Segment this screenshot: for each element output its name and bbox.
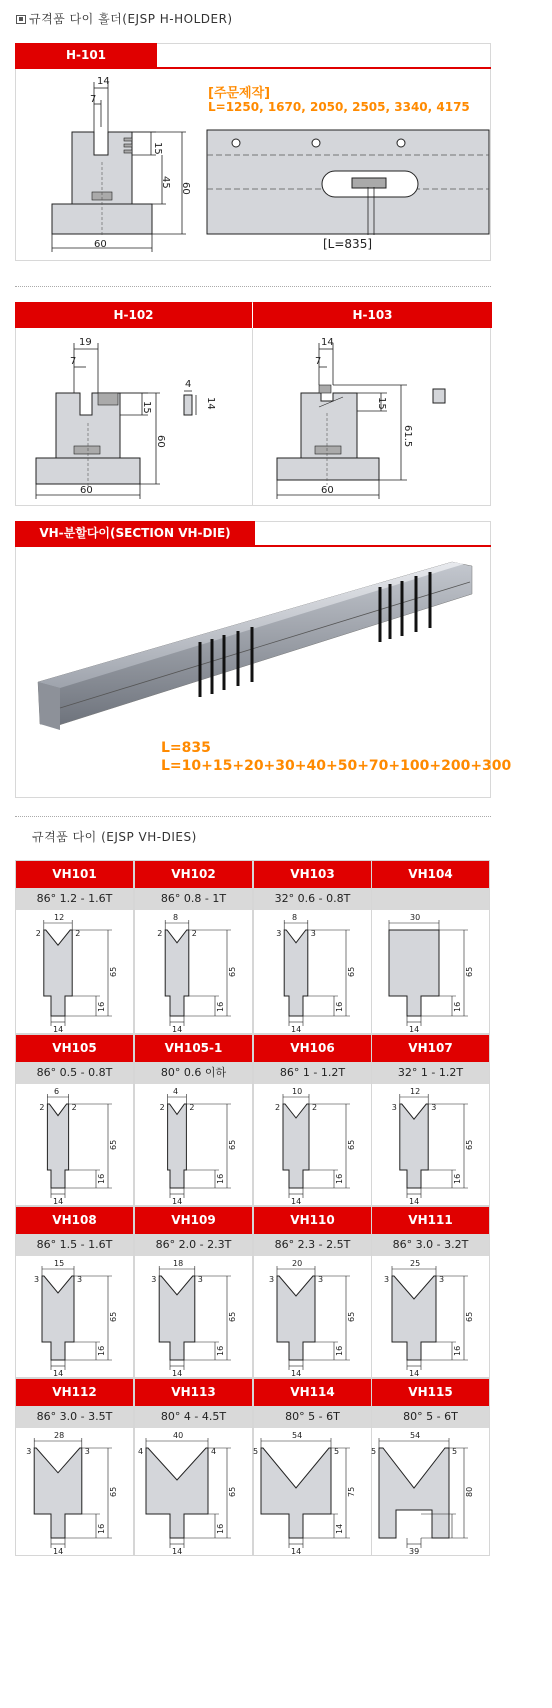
die-height: 65: [465, 966, 474, 977]
die-name: VH113: [135, 1379, 252, 1406]
die-base-height: 16: [97, 1001, 106, 1012]
vh-length-std: L=835: [161, 740, 211, 756]
die-height: 65: [228, 1139, 237, 1150]
die-top-width: 20: [292, 1259, 303, 1268]
die-profile: [277, 1276, 315, 1360]
die-card[interactable]: [134, 1378, 253, 1556]
dim-14: 14: [97, 76, 110, 87]
die-drawing: [135, 910, 252, 1033]
die-side-left: 3: [34, 1275, 40, 1284]
die-base-width: 39: [409, 1547, 420, 1556]
die-side-left: 2: [275, 1103, 281, 1112]
h103-dim-615: 61.5: [402, 425, 413, 448]
die-drawing: [372, 1256, 489, 1377]
die-base-height: 16: [216, 1001, 225, 1012]
die-height: 75: [347, 1486, 356, 1497]
die-spec: 86° 3.0 - 3.5T: [16, 1406, 133, 1428]
die-top-width: 4: [173, 1087, 179, 1096]
die-spec: 86° 1 - 1.2T: [254, 1062, 371, 1084]
die-base-height: 14: [335, 1523, 344, 1534]
die-drawing: [372, 910, 489, 1033]
die-spec: 32° 0.6 - 0.8T: [254, 888, 371, 910]
die-profile: [159, 1276, 195, 1360]
h102-key-h: 14: [205, 397, 216, 410]
die-side-right: 5: [334, 1447, 340, 1456]
h102-dim-60: 60: [155, 435, 166, 448]
die-spec: 80° 5 - 6T: [372, 1406, 489, 1428]
die-spec: 86° 0.5 - 0.8T: [16, 1062, 133, 1084]
h103-dim-7: 7: [315, 356, 322, 367]
die-height: 65: [228, 966, 237, 977]
die-side-right: 5: [452, 1447, 458, 1456]
die-card[interactable]: [371, 1034, 490, 1206]
h101-panel: [15, 43, 491, 261]
die-base-height: 16: [335, 1173, 344, 1184]
die-spec: 86° 1.5 - 1.6T: [16, 1234, 133, 1256]
die-top-width: 28: [54, 1431, 65, 1440]
die-drawing: [135, 1256, 252, 1377]
die-side-left: 3: [269, 1275, 275, 1284]
die-side-right: 3: [318, 1275, 324, 1284]
die-top-width: 12: [410, 1087, 421, 1096]
die-name: VH103: [254, 861, 371, 888]
die-base-width: 14: [53, 1197, 64, 1206]
die-base-width: 14: [409, 1369, 420, 1378]
die-top-width: 54: [410, 1431, 421, 1440]
h103-dim-base: 60: [321, 485, 334, 496]
die-height: 65: [109, 1486, 118, 1497]
die-card[interactable]: [134, 1206, 253, 1378]
die-base-height: 16: [216, 1523, 225, 1534]
die-side-left: 3: [151, 1275, 157, 1284]
die-side-left: 3: [276, 929, 282, 938]
die-base-width: 14: [291, 1547, 302, 1556]
holder-section-title: 규격품 다이 홀더(EJSP H-HOLDER): [16, 10, 233, 27]
die-drawing: [135, 1084, 252, 1205]
die-side-left: 2: [157, 929, 163, 938]
die-card[interactable]: [253, 1206, 372, 1378]
die-side-right: 2: [191, 929, 197, 938]
die-base-height: 16: [97, 1173, 106, 1184]
die-base-height: 16: [335, 1345, 344, 1356]
die-side-left: 3: [26, 1447, 32, 1456]
order-title: [주문제작]: [208, 86, 271, 101]
die-name: VH107: [372, 1035, 489, 1062]
die-base-height: 16: [453, 1173, 462, 1184]
die-side-left: 2: [39, 1103, 45, 1112]
vh-panel: [15, 521, 512, 798]
vh-length-parts: L=10+15+20+30+40+50+70+100+200+300: [161, 758, 512, 774]
die-profile: [42, 1276, 74, 1360]
die-side-right: 2: [189, 1103, 195, 1112]
die-card[interactable]: [134, 1034, 253, 1206]
die-height: 80: [465, 1486, 474, 1497]
die-card[interactable]: [15, 860, 134, 1034]
die-base-width: 14: [53, 1369, 64, 1378]
die-profile: [389, 930, 439, 1016]
h101-section-drawing: [36, 72, 206, 258]
die-height: 65: [109, 966, 118, 977]
die-base-width: 14: [172, 1025, 183, 1034]
die-profile: [284, 930, 308, 1016]
die-side-right: 3: [431, 1103, 437, 1112]
die-card[interactable]: [253, 1034, 372, 1206]
die-name: VH112: [16, 1379, 133, 1406]
dim-15: 15: [152, 142, 163, 155]
die-height: 65: [109, 1311, 118, 1322]
die-side-right: 2: [75, 929, 81, 938]
die-drawing: [254, 1256, 371, 1377]
die-spec: [372, 888, 489, 910]
die-height: 65: [465, 1139, 474, 1150]
die-height: 65: [465, 1311, 474, 1322]
h103-drawing: [261, 333, 487, 503]
die-spec: 86° 1.2 - 1.6T: [16, 888, 133, 910]
h102-h103-panel: [15, 302, 491, 506]
h102-key-w: 4: [185, 379, 192, 390]
h101-tab-underline: [15, 67, 491, 69]
h103-tab[interactable]: H-103: [253, 302, 492, 328]
die-spec: 86° 3.0 - 3.2T: [372, 1234, 489, 1256]
die-top-width: 10: [292, 1087, 303, 1096]
h103-dim-15: 15: [376, 397, 387, 410]
dim-7: 7: [90, 94, 97, 105]
die-side-right: 3: [84, 1447, 90, 1456]
die-side-right: 4: [211, 1447, 217, 1456]
dies-section-title: 규격품 다이 (EJSP VH-DIES): [32, 830, 197, 844]
die-side-left: 2: [35, 929, 41, 938]
die-spec: 80° 5 - 6T: [254, 1406, 371, 1428]
die-base-width: 14: [172, 1547, 183, 1556]
h101-tab[interactable]: H-101: [15, 43, 157, 67]
die-drawing: [254, 1084, 371, 1205]
die-profile: [392, 1276, 436, 1360]
die-name: VH102: [135, 861, 252, 888]
die-top-width: 54: [292, 1431, 303, 1440]
h103-dim-14: 14: [321, 337, 334, 348]
die-profile: [47, 1104, 68, 1188]
die-name: VH106: [254, 1035, 371, 1062]
die-name: VH108: [16, 1207, 133, 1234]
die-profile: [165, 930, 189, 1016]
die-base-width: 14: [53, 1025, 64, 1034]
die-name: VH101: [16, 861, 133, 888]
die-spec: 86° 2.3 - 2.5T: [254, 1234, 371, 1256]
die-height: 65: [347, 1139, 356, 1150]
die-side-right: 3: [197, 1275, 203, 1284]
die-top-width: 8: [292, 913, 298, 922]
die-name: VH111: [372, 1207, 489, 1234]
die-base-width: 14: [409, 1025, 420, 1034]
die-top-width: 12: [54, 913, 65, 922]
die-card[interactable]: [15, 1034, 134, 1206]
die-height: 65: [347, 1311, 356, 1322]
die-base-height: 16: [335, 1001, 344, 1012]
die-side-right: 3: [77, 1275, 83, 1284]
die-base-width: 14: [291, 1197, 302, 1206]
die-name: VH110: [254, 1207, 371, 1234]
die-base-height: 16: [453, 1345, 462, 1356]
divider-1: [15, 286, 491, 287]
die-height: 65: [228, 1486, 237, 1497]
h102-dim-7: 7: [70, 356, 77, 367]
vh-tab[interactable]: VH-분할다이(SECTION VH-DIE): [15, 521, 255, 545]
die-card[interactable]: [371, 1378, 490, 1556]
die-side-right: 2: [312, 1103, 318, 1112]
die-profile: [400, 1104, 428, 1188]
h102-tab[interactable]: H-102: [15, 302, 252, 328]
die-side-right: 3: [439, 1275, 445, 1284]
die-top-width: 18: [173, 1259, 184, 1268]
die-top-width: 30: [410, 913, 421, 922]
dim-45: 45: [160, 176, 171, 189]
die-profile: [34, 1448, 82, 1538]
dim-base-60: 60: [94, 239, 107, 250]
die-card[interactable]: [15, 1378, 134, 1556]
h102-dim-15: 15: [141, 401, 152, 414]
die-base-height: 16: [216, 1345, 225, 1356]
die-base-height: 16: [216, 1173, 225, 1184]
die-top-width: 6: [54, 1087, 60, 1096]
order-lengths: L=1250, 1670, 2050, 2505, 3340, 4175: [208, 100, 470, 114]
die-name: VH105-1: [135, 1035, 252, 1062]
die-top-width: 25: [410, 1259, 421, 1268]
h102-dim-19: 19: [79, 337, 92, 348]
die-profile: [146, 1448, 208, 1538]
die-profile: [44, 930, 72, 1016]
die-name: VH104: [372, 861, 489, 888]
die-drawing: [254, 1428, 371, 1555]
die-profile: [168, 1104, 187, 1188]
die-side-left: 5: [371, 1447, 377, 1456]
die-card[interactable]: [371, 1206, 490, 1378]
die-spec: 32° 1 - 1.2T: [372, 1062, 489, 1084]
die-spec: 80° 4 - 4.5T: [135, 1406, 252, 1428]
die-side-right: 2: [71, 1103, 77, 1112]
die-base-width: 14: [291, 1369, 302, 1378]
die-side-right: 3: [310, 929, 316, 938]
die-drawing: [16, 1428, 133, 1555]
die-drawing: [16, 1256, 133, 1377]
die-base-width: 14: [409, 1197, 420, 1206]
die-name: VH114: [254, 1379, 371, 1406]
die-card[interactable]: [134, 860, 253, 1034]
die-height: 65: [109, 1139, 118, 1150]
h101-side-drawing: [206, 129, 490, 237]
h102-drawing: [24, 333, 250, 503]
die-base-width: 14: [53, 1547, 64, 1556]
die-base-height: 16: [97, 1345, 106, 1356]
vh-die-image: [32, 552, 482, 762]
die-profile: [261, 1448, 331, 1538]
vh-tab-underline: [15, 545, 491, 547]
die-height: 65: [228, 1311, 237, 1322]
die-card[interactable]: [253, 860, 372, 1034]
die-spec: 86° 2.0 - 2.3T: [135, 1234, 252, 1256]
die-base-height: 16: [97, 1523, 106, 1534]
die-drawing: [135, 1428, 252, 1555]
bullet-icon: [16, 15, 26, 24]
die-profile: [379, 1448, 449, 1538]
die-drawing: [254, 910, 371, 1033]
die-name: VH105: [16, 1035, 133, 1062]
die-card[interactable]: [253, 1378, 372, 1556]
die-side-left: 3: [384, 1275, 390, 1284]
divider-2: [15, 816, 491, 817]
die-drawing: [372, 1428, 489, 1555]
die-side-left: 2: [159, 1103, 165, 1112]
die-drawing: [16, 1084, 133, 1205]
die-spec: 86° 0.8 - 1T: [135, 888, 252, 910]
panel-divider: [252, 328, 253, 506]
die-side-left: 3: [391, 1103, 397, 1112]
die-spec: 80° 0.6 이하: [135, 1062, 252, 1084]
die-profile: [283, 1104, 309, 1188]
die-drawing: [16, 910, 133, 1033]
die-side-left: 5: [253, 1447, 259, 1456]
die-height: 65: [347, 966, 356, 977]
die-top-width: 8: [173, 913, 179, 922]
die-drawing: [372, 1084, 489, 1205]
die-base-width: 14: [172, 1197, 183, 1206]
die-top-width: 15: [54, 1259, 65, 1268]
die-name: VH115: [372, 1379, 489, 1406]
die-base-height: 16: [453, 1001, 462, 1012]
die-top-width: 40: [173, 1431, 184, 1440]
die-base-width: 14: [291, 1025, 302, 1034]
h102-dim-base: 60: [80, 485, 93, 496]
die-base-width: 14: [172, 1369, 183, 1378]
die-card[interactable]: [15, 1206, 134, 1378]
die-card[interactable]: [371, 860, 490, 1034]
std-length: [L=835]: [323, 237, 373, 251]
die-side-left: 4: [138, 1447, 144, 1456]
die-name: VH109: [135, 1207, 252, 1234]
dim-60v: 60: [180, 182, 191, 195]
